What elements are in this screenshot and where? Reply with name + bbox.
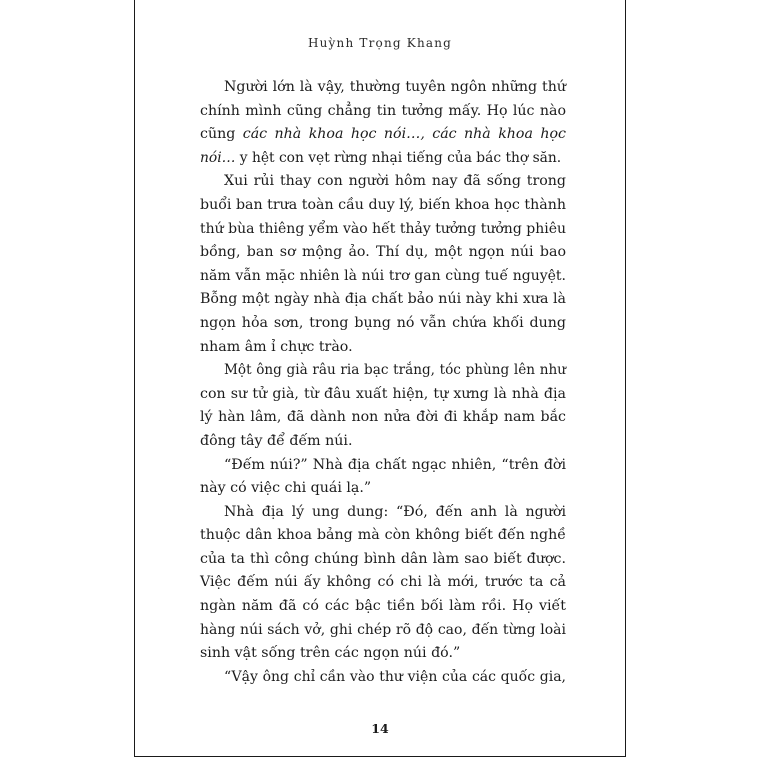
body-text [200, 76, 566, 689]
text-line: Nhà địa lý ung dung: “Đó, đến anh là người [224, 503, 566, 520]
text-line: ngọn hỏa sơn, trong bụng nó vẫn chứa khối dung [200, 314, 566, 331]
text-line [200, 123, 566, 147]
text-line: của ta thì công chúng bình dân làm sao biết được. [200, 550, 566, 567]
text-line: đông tây để đếm núi. [200, 432, 353, 449]
text-line: bồng, ban sơ mộng ảo. Thí dụ, một ngọn núi bao [200, 244, 566, 261]
page-number: 14 [371, 721, 389, 736]
italic-fragment: nói… [200, 149, 236, 166]
text-line: ngàn năm đã có các bậc tiền bối làm rồi. Họ viết [200, 598, 566, 615]
text-line: sinh vật sống trên các ngọn núi đó.” [200, 645, 461, 662]
text-line: hàng núi sách vở, ghi chép rõ độ cao, đến từng loài [200, 621, 566, 638]
text-line: thứ bùa thiêng yểm vào hết thảy tưởng tưởng phiêu [200, 220, 566, 237]
text-line: “Vậy ông chỉ cần vào thư viện của các quốc gia, [224, 668, 566, 685]
running-header-author: Huỳnh Trọng Khang [307, 36, 453, 50]
text-line: năm vẫn mặc nhiên là núi trơ gan cùng tuế nguyệt. [200, 267, 566, 284]
italic-fragment: các nhà khoa học nói…, các nhà khoa học [242, 126, 566, 143]
text-line: này có việc chi quái lạ.” [200, 480, 372, 497]
text-line: Người lớn là vậy, thường tuyên ngôn những thứ [224, 79, 566, 95]
text-line: Bỗng một ngày nhà địa chất bảo núi này khi xưa là [200, 291, 566, 308]
text-line: buổi ban trưa toàn cầu duy lý, biến khoa học thành [200, 196, 566, 213]
book-page [134, 0, 626, 757]
text-line: Xui rủi thay con người hôm nay đã sống trong [224, 173, 566, 190]
text-line: con sư tử già, từ đâu xuất hiện, tự xưng là nhà địa [200, 385, 566, 402]
text-line: nham âm ỉ chực trào. [200, 338, 353, 355]
text-line: Việc đếm núi ấy không có chi là mới, trước ta cả [200, 574, 566, 591]
text-line: “Đếm núi?” Nhà địa chất ngạc nhiên, “trên đời [224, 456, 566, 473]
text-line [200, 147, 566, 171]
text-line: thuộc dân khoa bảng mà còn không biết đến nghề [200, 527, 566, 544]
text-fragment: cũng [200, 126, 236, 143]
text-line: Một ông già râu ria bạc trắng, tóc phùng lên như [224, 362, 566, 379]
text-fragment: y hệt con vẹt rừng nhại tiếng của bác thợ săn. [239, 149, 562, 166]
text-line: lý hàn lâm, đã dành non nửa đời đi khắp nam bắc [200, 409, 566, 426]
text-line: chính mình cũng chẳng tin tưởng mấy. Họ lúc nào [200, 102, 566, 119]
